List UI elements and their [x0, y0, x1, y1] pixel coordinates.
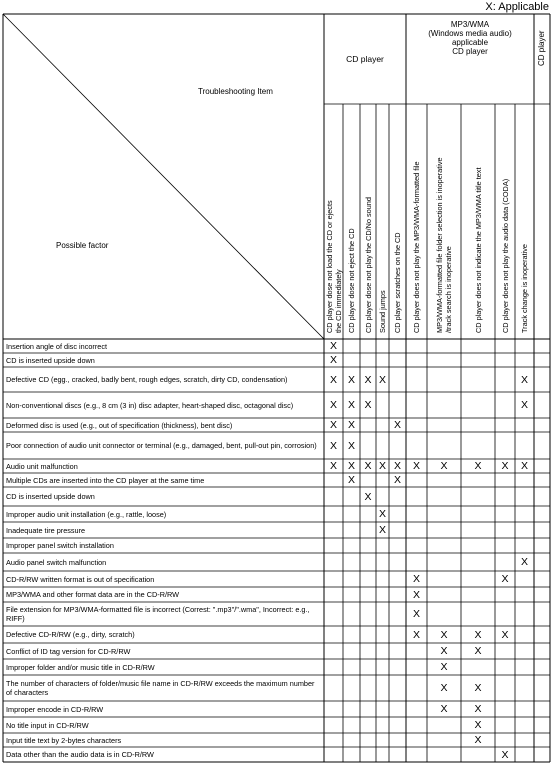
applicable-mark: X	[347, 373, 355, 386]
applicable-mark: X	[440, 661, 448, 673]
applicable-mark: X	[347, 474, 355, 486]
applicable-mark: X	[378, 524, 386, 536]
applicable-mark: X	[347, 399, 355, 411]
row-factor-9: CD is inserted upside down	[6, 492, 95, 501]
row-factor-4: Non-conventional discs (e.g., 8 cm (3 in) disc adapter, heart-shaped disc, octagonal disc)	[6, 400, 294, 410]
applicable-mark: X	[329, 354, 337, 366]
applicable-mark: X	[412, 573, 420, 585]
applicable-mark: X	[501, 748, 509, 761]
group-label-mp3-wma: MP3/WMA (Windows media audio) applicable CD player	[428, 20, 512, 56]
row-factor-8: Multiple CDs are inserted into the CD player at the same time	[6, 475, 205, 485]
applicable-mark: X	[520, 556, 528, 568]
row-factor-13: Audio panel switch malfunction	[6, 557, 107, 567]
row-factor-19: Improper folder and/or music title in CD-R/RW	[6, 662, 155, 672]
applicable-mark: X	[412, 460, 420, 472]
applicable-mark: X	[347, 439, 355, 452]
applicable-mark: X	[501, 628, 509, 641]
applicable-mark: X	[412, 628, 420, 641]
applicable-mark: X	[474, 703, 482, 715]
applicable-mark: X	[501, 460, 509, 472]
applicable-mark: X	[474, 460, 482, 472]
applicable-mark: X	[440, 628, 448, 641]
group-label-cd-player-2: CD player	[537, 30, 546, 66]
row-factor-18: Conflict of ID tag version for CD-R/RW	[6, 646, 131, 656]
row-factor-2: CD is inserted upside down	[6, 355, 95, 365]
applicable-mark: X	[393, 474, 401, 486]
applicable-mark: X	[378, 373, 386, 386]
legend: X: Applicable	[485, 1, 549, 13]
applicable-mark: X	[520, 460, 528, 472]
row-factor-10: Improper audio unit installation (e.g., rattle, loose)	[6, 509, 167, 519]
row-factor-5: Deformed disc is used (e.g., out of specification (thickness), bent disc)	[6, 420, 233, 430]
applicable-mark: X	[347, 460, 355, 472]
applicable-mark: X	[501, 573, 509, 585]
row-factor-12: Improper panel switch installation	[6, 541, 114, 550]
row-factor-11: Inadequate tire pressure	[6, 525, 86, 535]
row-factor-14: CD-R/RW written format is out of specification	[6, 574, 155, 584]
troubleshooting-item-label: Troubleshooting Item	[198, 87, 273, 96]
applicable-mark: X	[520, 399, 528, 411]
applicable-mark: X	[378, 508, 386, 520]
column-header-6: CD player does not play the MP3/WMA-formatted file	[412, 161, 421, 333]
possible-factor-label: Possible factor	[56, 241, 109, 250]
group-label-cd-player: CD player	[346, 54, 384, 64]
row-factor-20: The number of characters of folder/music file name in CD-R/RW exceeds the maximum number of characters	[6, 679, 315, 697]
applicable-mark: X	[474, 645, 482, 657]
applicable-mark: X	[329, 439, 337, 452]
applicable-mark: X	[474, 734, 482, 746]
row-factor-1: Insertion angle of disc incorrect	[6, 341, 107, 351]
applicable-mark: X	[378, 460, 386, 472]
column-header-3: CD player dose not play the CD/No sound	[363, 197, 373, 333]
column-header-5: CD player scratches on the CD	[393, 232, 402, 333]
column-header-1: CD player dose not load the CD or ejects the CD immediately	[324, 200, 343, 333]
applicable-mark: X	[329, 373, 337, 386]
row-factor-7: Audio unit malfunction	[6, 461, 78, 471]
column-header-9: CD player does not play the audio data (CODA)	[500, 178, 510, 333]
applicable-mark: X	[474, 628, 482, 641]
row-factor-23: Input title text by 2-bytes characters	[6, 735, 122, 745]
applicable-mark: X	[329, 399, 337, 411]
row-factor-22: No title input in CD-R/RW	[6, 720, 89, 730]
row-factor-17: Defective CD-R/RW (e.g., dirty, scratch)	[6, 630, 135, 639]
applicable-mark: X	[412, 608, 420, 620]
applicable-mark: X	[474, 682, 482, 694]
column-header-8: CD player does not indicate the MP3/WMA title text	[473, 167, 483, 333]
applicable-mark: X	[364, 399, 372, 411]
applicable-mark: X	[364, 373, 372, 386]
applicable-mark: X	[364, 490, 372, 503]
row-factor-16: File extension for MP3/WMA-formatted file is incorrect (Correst: ".mp3"/".wma", Incorrect: e.g., RIFF)	[6, 605, 310, 623]
row-factor-3: Defective CD (egg., cracked, badly bent, rough edges, scratch, dirty CD, condensation)	[6, 375, 288, 384]
applicable-mark: X	[393, 419, 401, 431]
column-header-10: Track change is inoperative	[520, 244, 529, 333]
applicable-mark: X	[329, 340, 337, 352]
row-factor-21: Improper encode in CD-R/RW	[6, 704, 104, 714]
applicable-mark: X	[393, 460, 401, 472]
applicable-mark: X	[412, 588, 420, 601]
column-header-4: Sound jumps	[378, 290, 387, 333]
grid-line	[3, 14, 324, 339]
row-factor-24: Data other than the audio data is in CD-R/RW	[6, 750, 154, 759]
applicable-mark: X	[474, 719, 482, 731]
applicable-mark: X	[440, 682, 448, 694]
applicable-mark: X	[329, 460, 337, 472]
applicable-mark: X	[440, 460, 448, 472]
applicable-mark: X	[440, 645, 448, 657]
applicable-mark: X	[329, 419, 337, 431]
applicable-mark: X	[520, 373, 528, 386]
applicable-mark: X	[364, 460, 372, 472]
row-factor-6: Poor connection of audio unit connector or terminal (e.g., damaged, bent, pull-out pin, corrosion)	[6, 441, 317, 450]
applicable-mark: X	[440, 703, 448, 715]
row-factor-15: MP3/WMA and other format data are in the CD-R/RW	[6, 590, 180, 599]
applicable-mark: X	[347, 419, 355, 431]
column-header-2: CD player dose not eject the CD	[347, 228, 356, 333]
column-header-7: MP3/WMA-formatted file folder selection is inoperative /track search is inoperative	[435, 157, 453, 333]
